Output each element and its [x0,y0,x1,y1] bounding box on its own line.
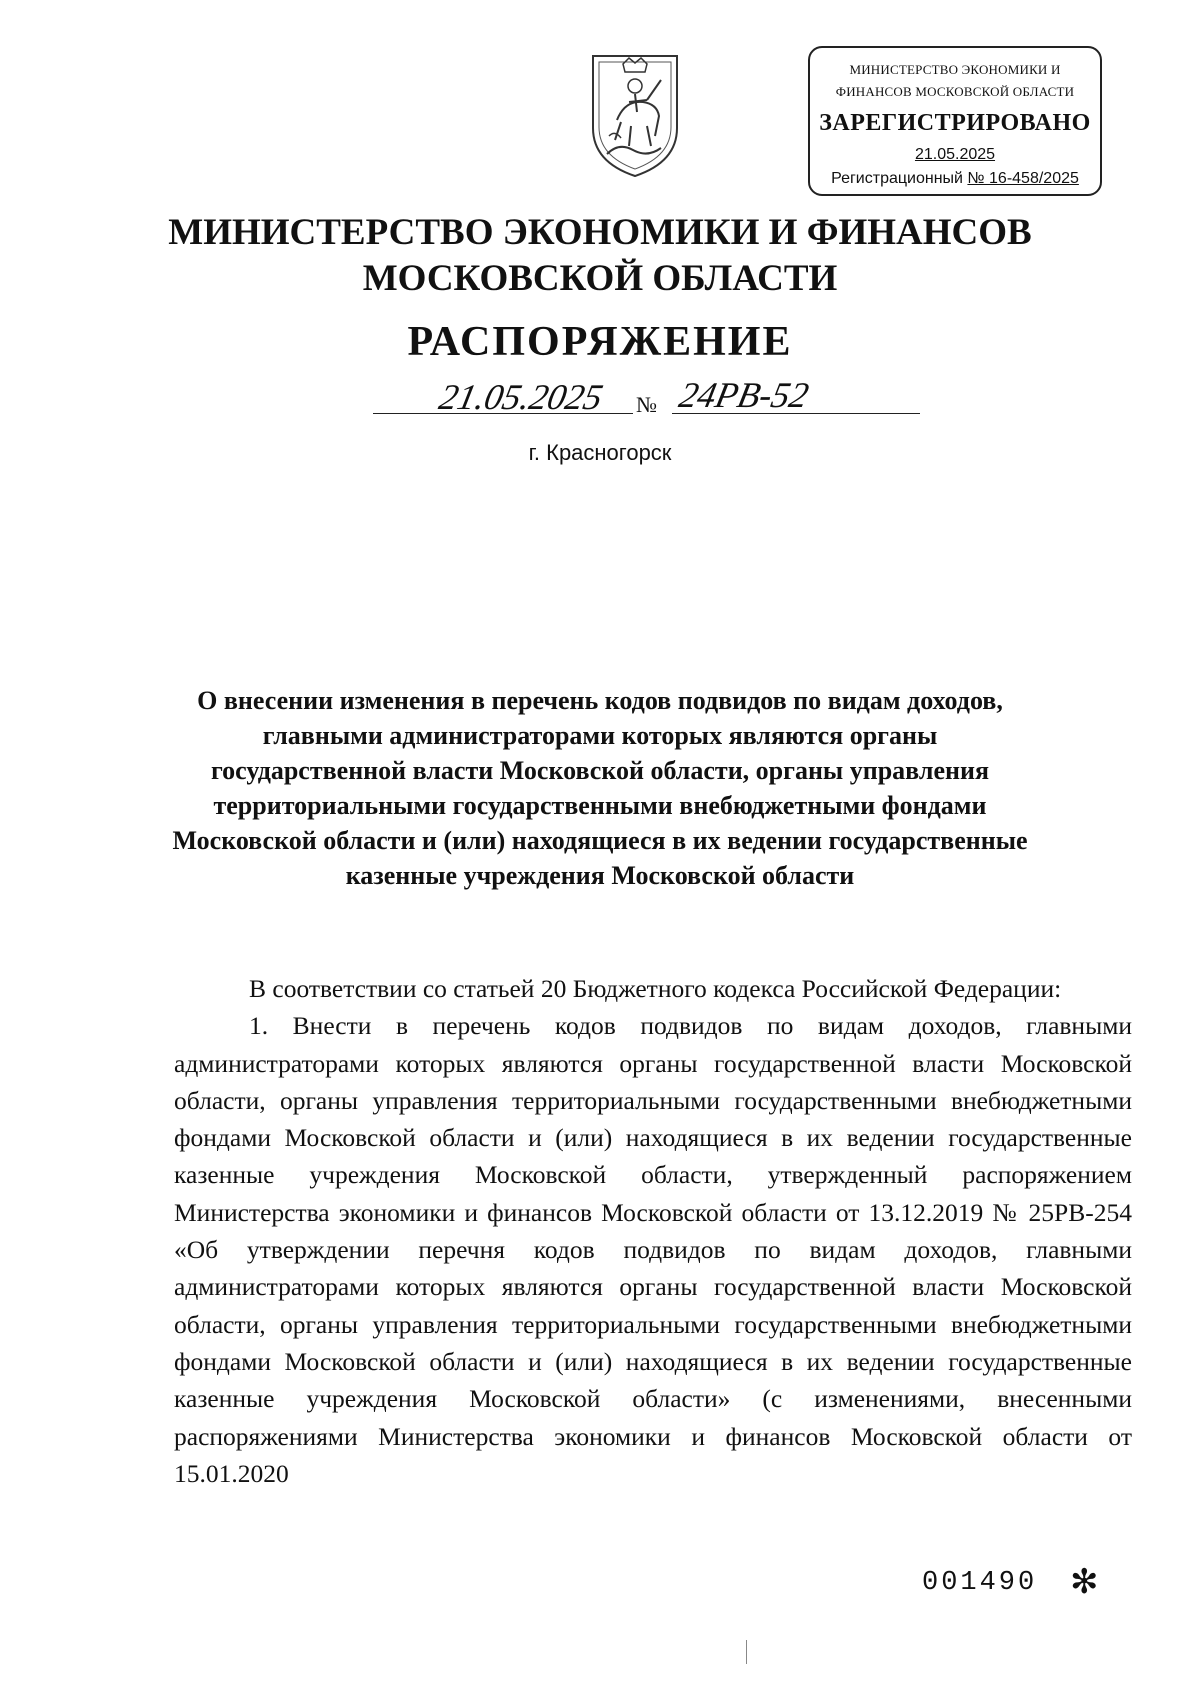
subject-line: государственной власти Московской области, органы управления [210,756,990,785]
asterisk-mark-icon: ✻ [1070,1563,1099,1601]
city: г. Красногорск [528,440,672,465]
body-item-1-paragraph: 1. Внести в перечень кодов подвидов по видам доходов, главными администраторами которых являются органы государственной власти Московской области, органы управления территориальными государственными внебюджетными фондами Московской области и (или) находящиеся в их ведении государственные казенные учреждения Московской области, утвержденный распоряжением Министерства экономики и финансов Московской области от 13.12.2019 № 25РВ-254 «Об утверждении перечня кодов подвидов по видам доходов, главными администраторами которых являются органы государственной власти Московской области, органы управления территориальными государственными внебюджетными фондами Московской области и (или) находящиеся в их ведении государственные казенные учреждения Московской области» (с изменениями, внесенными распоряжениями Министерства экономики и финансов Московской области от 15.01.2020 [174,1011,1132,1488]
subject-line: О внесении изменения в перечень кодов подвидов по видам доходов, [197,686,1003,715]
document-type: РАСПОРЯЖЕНИЕ [407,319,793,365]
subject-line: территориальными государственными внебюджетными фондами [213,791,987,820]
subject-line: казенные учреждения Московской области [345,861,855,890]
serial-number: 001490 [922,1568,1038,1598]
stamp-org-line1: МИНИСТЕРСТВО ЭКОНОМИКИ И [849,62,1061,77]
handwritten-date: 21.05.2025 [435,377,607,417]
document-body [174,970,1132,1492]
body-intro-paragraph: В соответствии со статьей 20 Бюджетного кодекса Российской Федерации: [249,974,1062,1003]
stamp-date: 21.05.2025 [914,146,996,163]
stamp-status: ЗАРЕГИСТРИРОВАНО [819,110,1091,136]
handwritten-number: 24РВ-52 [675,375,813,415]
stamp-reg-label: Регистрационный [831,170,963,187]
document-subject [150,683,1050,893]
stamp-reg-number: № 16-458/2025 [967,170,1079,187]
ministry-name-line1: МИНИСТЕРСТВО ЭКОНОМИКИ И ФИНАНСОВ [168,212,1032,253]
registration-stamp [808,46,1102,196]
stamp-org-line2: ФИНАНСОВ МОСКОВСКОЙ ОБЛАСТИ [835,84,1075,99]
number-sign: № [636,392,657,417]
ministry-name-line2: МОСКОВСКОЙ ОБЛАСТИ [362,258,838,299]
subject-line: Московской области и (или) находящиеся в их ведении государственные [172,826,1028,855]
ministry-name [0,210,1200,302]
subject-line: главными администраторами которых являются органы [262,721,938,750]
scan-mark [746,1640,747,1664]
stamp-reg-line [810,170,1100,188]
moscow-oblast-coat-of-arms-icon [585,50,685,180]
